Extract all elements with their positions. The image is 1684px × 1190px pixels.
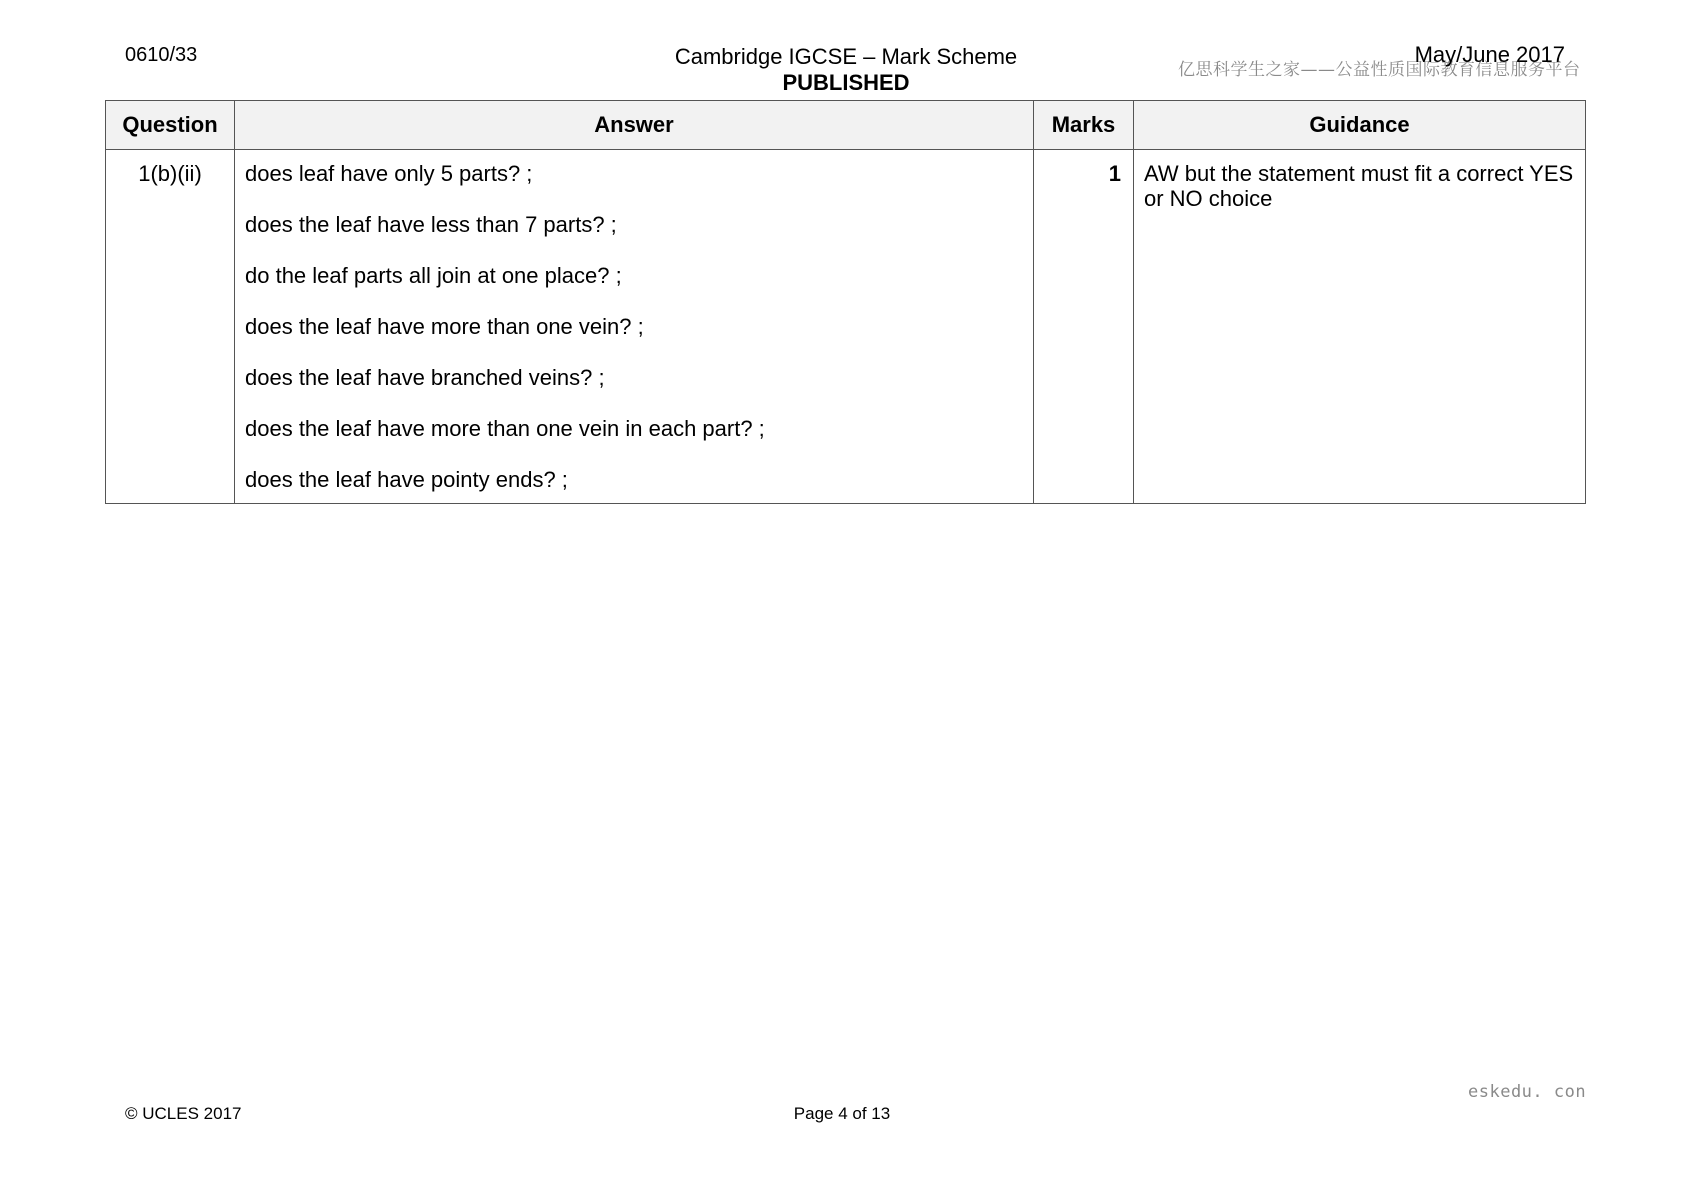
answer-item: does leaf have only 5 parts? ; (245, 161, 533, 186)
answer-item: does the leaf have more than one vein in each part? ; (245, 416, 765, 441)
copyright-notice: © UCLES 2017 (125, 1104, 242, 1123)
page-number: Page 4 of 13 (793, 1104, 891, 1123)
answer-item: does the leaf have pointy ends? ; (245, 467, 568, 492)
mark-scheme-table (105, 100, 1586, 504)
answer-item: does the leaf have more than one vein? ; (245, 314, 644, 339)
paper-code: 0610/33 (125, 44, 198, 66)
guidance-column-header: Guidance (1134, 101, 1586, 150)
table-row (106, 150, 1586, 504)
answer-column-header: Answer (235, 101, 1034, 150)
exam-session: May/June 2017 (1414, 42, 1565, 67)
answer-cell (235, 150, 1034, 504)
answer-item: do the leaf parts all join at one place? ; (245, 263, 622, 288)
question-number: 1(b)(ii) (106, 150, 235, 504)
guidance-text: AW but the statement must fit a correct YES or NO choice (1134, 150, 1586, 504)
question-column-header: Question (106, 101, 235, 150)
answer-item: does the leaf have less than 7 parts? ; (245, 212, 617, 237)
marks-value: 1 (1034, 150, 1134, 504)
published-label: PUBLISHED (782, 70, 910, 95)
document-title: Cambridge IGCSE – Mark Scheme (674, 44, 1018, 69)
footer-watermark: eskedu. con (1468, 1082, 1587, 1102)
header-watermark: 亿思科学生之家——公益性质国际教育信息服务平台 (1178, 60, 1581, 80)
marks-column-header: Marks (1034, 101, 1134, 150)
answer-item: does the leaf have branched veins? ; (245, 365, 605, 390)
answer-list (235, 150, 1033, 503)
table-header-row (106, 101, 1586, 150)
document-header (600, 44, 1092, 96)
